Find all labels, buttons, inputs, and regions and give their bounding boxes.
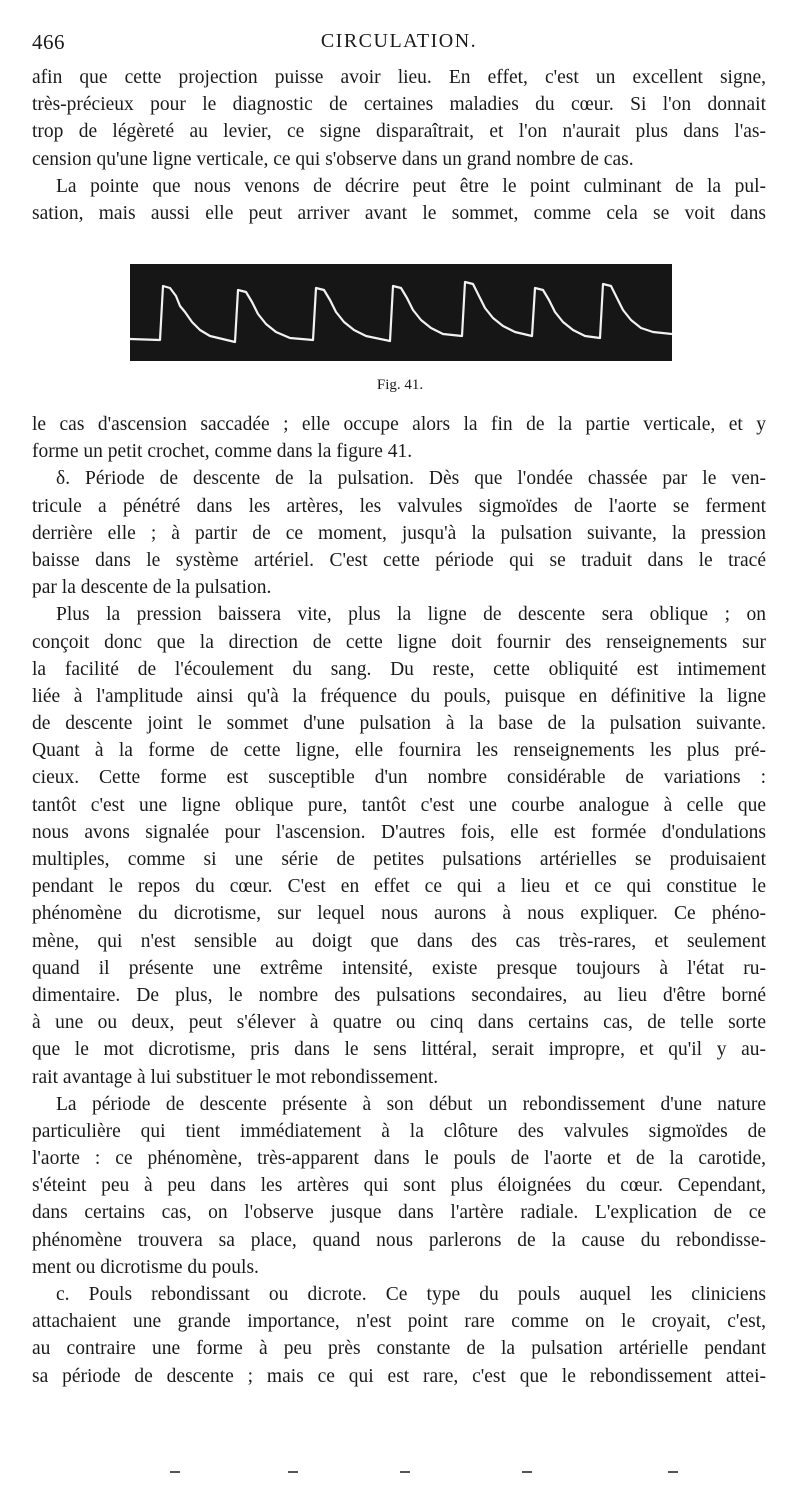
text-line: nous avons signalée pour l'ascension. D'autres fois, elle est formée d'ondulations — [32, 821, 766, 843]
text-line: c. Pouls rebondissant ou dicrote. Ce type du pouls auquel les cliniciens — [56, 1284, 766, 1305]
text-line: afin que cette projection puisse avoir lieu. En effet, c'est un excellent signe, — [32, 67, 766, 88]
page-number: 466 — [32, 30, 65, 54]
text-line: mène, qui n'est sensible au doigt que dans des cas très-rares, et seulement — [32, 930, 766, 952]
text-line: très-précieux pour le diagnostic de certaines maladies du cœur. Si l'on donnait — [32, 94, 766, 116]
text-line: quand il présente une extrême intensité, existe presque toujours à l'état ru- — [32, 957, 766, 979]
text-line: particulière qui tient immédiatement à la clôture des valvules sigmoïdes de — [32, 1120, 766, 1142]
text-line: derrière elle ; à partir de ce moment, jusqu'à la pulsation suivante, la pression — [32, 522, 766, 544]
text-line: sation, mais aussi elle peut arriver avant le sommet, comme cela se voit dans — [32, 202, 766, 224]
pulse-tracing-figure — [130, 264, 672, 361]
text-line: phénomène du dicrotisme, sur lequel nous aurons à nous expliquer. Ce phéno- — [32, 903, 766, 925]
text-line: le cas d'ascension saccadée ; elle occupe alors la fin de la partie verticale, et y — [32, 414, 766, 435]
text-line: trop de légèreté au levier, ce signe disparaîtrait, et l'on n'aurait plus dans l'as- — [32, 121, 766, 143]
running-head: CIRCULATION. — [320, 30, 478, 52]
text-line: dans certains cas, on l'observe jusque dans l'artère radiale. L'explication de ce — [32, 1202, 766, 1224]
page-footer-marks — [170, 1471, 690, 1475]
text-line: rait avantage à lui substituer le mot rebondissement. — [32, 1066, 439, 1088]
text-line: conçoit donc que la direction de cette ligne doit fournir des renseignements sur — [32, 631, 766, 653]
text-line: sa période de descente ; mais ce qui est rare, c'est que le rebondissement attei- — [32, 1365, 766, 1387]
text-line: au contraire une forme à peu près constante de la pulsation artérielle pendant — [32, 1338, 766, 1360]
text-line: la facilité de l'écoulement du sang. Du reste, cette obliquité est intimement — [32, 658, 766, 680]
paragraph-top — [32, 64, 766, 227]
text-line: ment ou dicrotisme du pouls. — [32, 1256, 259, 1278]
text-line: phénomène trouvera sa place, quand nous parlerons de la cause du rebondisse- — [32, 1229, 766, 1251]
text-line: baisse dans le système artériel. C'est cette période qui se traduit dans le tracé — [32, 549, 766, 571]
text-line: La période de descente présente à son début un rebondissement d'une nature — [56, 1093, 766, 1115]
text-line: Plus la pression baissera vite, plus la ligne de descente sera oblique ; on — [56, 604, 766, 626]
text-line: pendant le repos du cœur. C'est en effet ce qui a lieu et ce qui constitue le — [32, 876, 766, 898]
text-line: cieux. Cette forme est susceptible d'un nombre considérable de variations : — [32, 767, 766, 789]
page-header — [32, 30, 766, 56]
paragraph-bottom — [32, 411, 766, 1390]
text-line: attachaient une grande importance, n'est point rare comme on le croyait, c'est, — [32, 1311, 766, 1333]
text-line: s'éteint peu à peu dans les artères qui sont plus éloignées du cœur. Cependant, — [32, 1175, 766, 1197]
text-line: tricule a pénétré dans les artères, les valvules sigmoïdes de l'aorte se ferment — [32, 495, 766, 517]
text-line: de descente joint le sommet d'une pulsation à la base de la pulsation suivante. — [32, 713, 766, 735]
pulse-tracing-image — [130, 264, 672, 361]
figure-caption: Fig. 41. — [376, 377, 424, 393]
text-line: tantôt c'est une ligne oblique pure, tantôt c'est une courbe analogue à celle que — [32, 794, 766, 816]
text-line: Quant à la forme de cette ligne, elle fournira les renseignements les plus pré- — [32, 740, 766, 762]
text-line: à une ou deux, peut s'élever à quatre ou cinq dans certains cas, de telle sorte — [32, 1012, 766, 1034]
text-line: cension qu'une ligne verticale, ce qui s'observe dans un grand nombre de cas. — [32, 148, 634, 170]
text-line: forme un petit crochet, comme dans la figure 41. — [32, 441, 413, 463]
text-line: La pointe que nous venons de décrire peut être le point culminant de la pul- — [56, 175, 766, 197]
text-line: par la descente de la pulsation. — [32, 577, 272, 599]
text-line: que le mot dicrotisme, pris dans le sens littéral, serait impropre, et qu'il y au- — [32, 1039, 766, 1061]
text-line: multiples, comme si une série de petites pulsations artérielles se produisaient — [32, 849, 766, 870]
text-line: dimentaire. De plus, le nombre des pulsations secondaires, au lieu d'être borné — [32, 984, 766, 1006]
text-line: l'aorte : ce phénomène, très-apparent dans le pouls de l'aorte et de la carotide, — [32, 1148, 766, 1170]
text-line: δ. Période de descente de la pulsation. Dès que l'ondée chassée par le ven- — [56, 468, 766, 490]
text-line: liée à l'amplitude ainsi qu'à la fréquence du pouls, puisque en définitive la ligne — [32, 685, 766, 707]
